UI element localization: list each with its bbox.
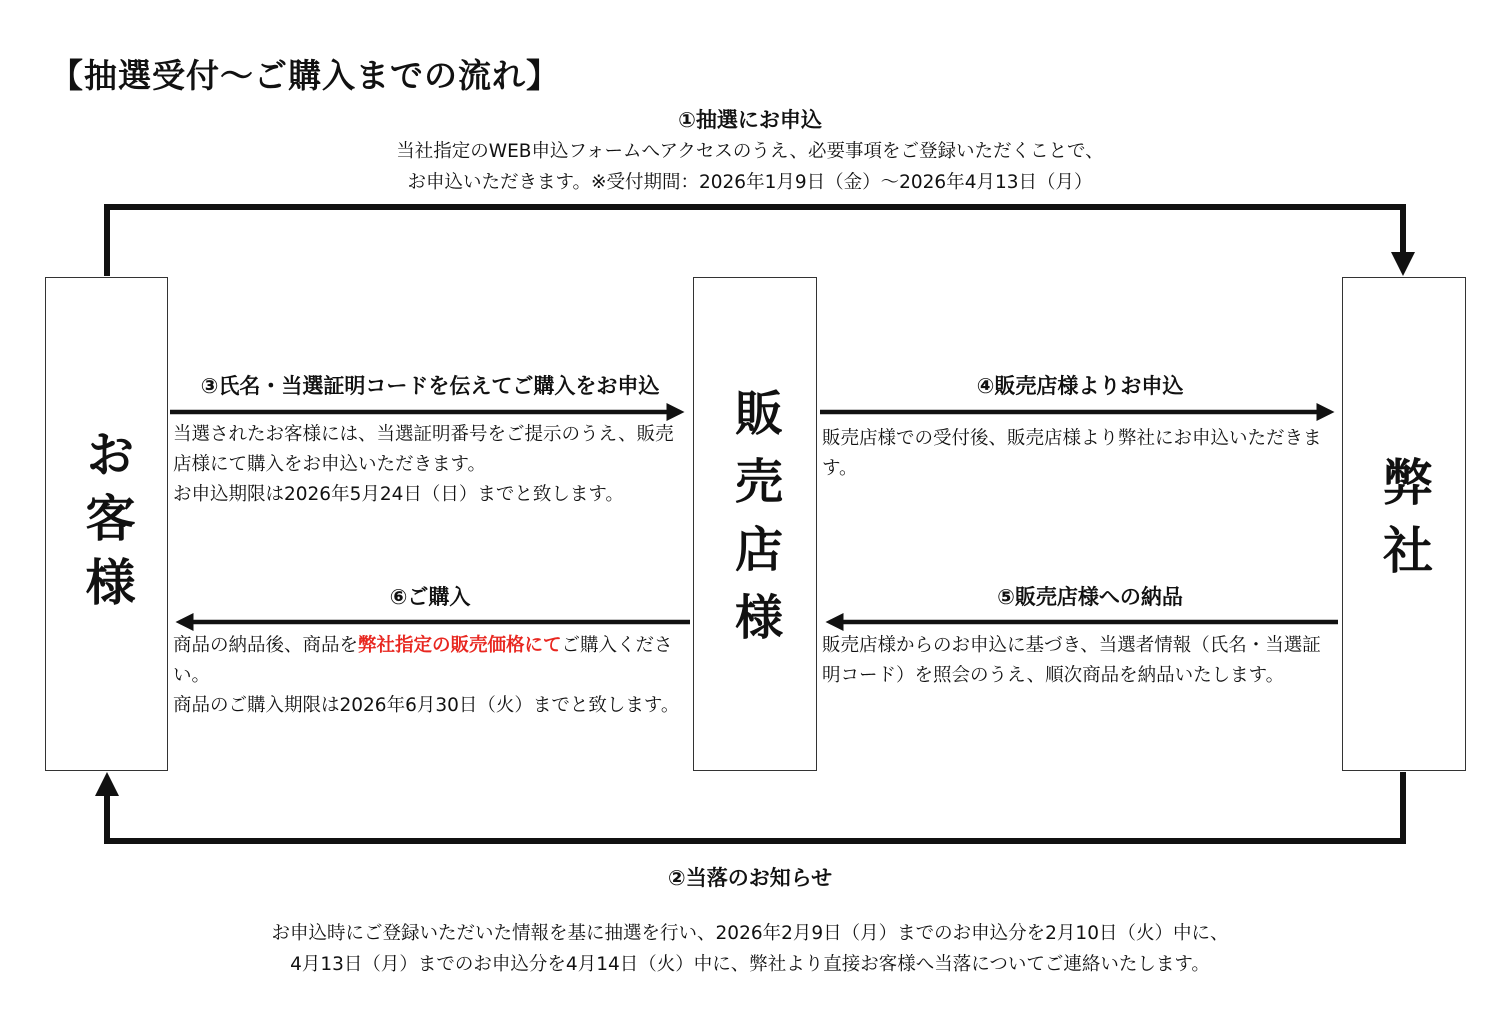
step1-line1: 当社指定のWEB申込フォームへアクセスのうえ、必要事項をご登録いただくことで、 <box>396 141 1104 162</box>
step4-heading: ④販売店様よりお申込 <box>976 374 1184 398</box>
flow-line-result <box>107 772 1403 841</box>
step4-para1: 販売店様での受付後、販売店様より弊社にお申込いただきます。 <box>822 428 1322 479</box>
step2-line1: お申込時にご登録いただいた情報を基に抽選を行い、2026年2月9日（月）までのお申込分を2月10日（火）中に、 <box>271 923 1229 944</box>
step1-description <box>250 136 1250 198</box>
step6-para2: 商品のご購入期限は2026年6月30日（火）までと致します。 <box>173 695 680 716</box>
node-customer-label: お客様 <box>77 428 136 620</box>
step3-heading: ③氏名・当選証明コードを伝えてご購入をお申込 <box>200 374 660 398</box>
flow-line-apply <box>107 207 1403 276</box>
step2-line2: 4月13日（月）までのお申込分を4月14日（火）中に、弊社より直接お客様へ当落についてご連絡いたします。 <box>290 954 1210 975</box>
page-title: 【抽選受付～ご購入までの流れ】 <box>50 56 560 95</box>
step3-description <box>173 420 691 510</box>
step6-para1-pre: 商品の納品後、商品を <box>173 635 359 656</box>
step3-para2: お申込期限は2026年5月24日（日）までと致します。 <box>173 484 624 505</box>
node-company <box>1342 277 1466 771</box>
step1-heading: ①抽選にお申込 <box>678 108 822 132</box>
node-store <box>693 277 817 771</box>
node-store-label: 販売店様 <box>726 388 783 660</box>
step2-description <box>150 918 1350 980</box>
step6-para1 <box>173 631 687 691</box>
step3-para1: 当選されたお客様には、当選証明番号をご提示のうえ、販売店様にて購入をお申込いただきます。 <box>173 424 674 475</box>
step6-para1-post: ご購入ください。 <box>173 635 673 686</box>
step6-price-emphasis: 弊社指定の販売価格にて <box>358 635 562 656</box>
step1-line2: お申込いただきます。※受付期間：2026年1月9日（金）～2026年4月13日（月） <box>407 172 1093 193</box>
step6-description <box>173 631 687 721</box>
step5-heading: ⑤販売店様への納品 <box>997 585 1183 609</box>
step4-description <box>822 424 1334 484</box>
step5-para1: 販売店様からのお申込に基づき、当選者情報（氏名・当選証明コード）を照会のうえ、順次商品を納品いたします。 <box>822 635 1321 686</box>
step6-heading: ⑥ご購入 <box>389 585 471 609</box>
node-customer <box>45 277 168 771</box>
step2-heading: ②当落のお知らせ <box>667 866 833 890</box>
step5-description <box>822 631 1334 691</box>
node-company-label: 弊社 <box>1375 456 1433 592</box>
